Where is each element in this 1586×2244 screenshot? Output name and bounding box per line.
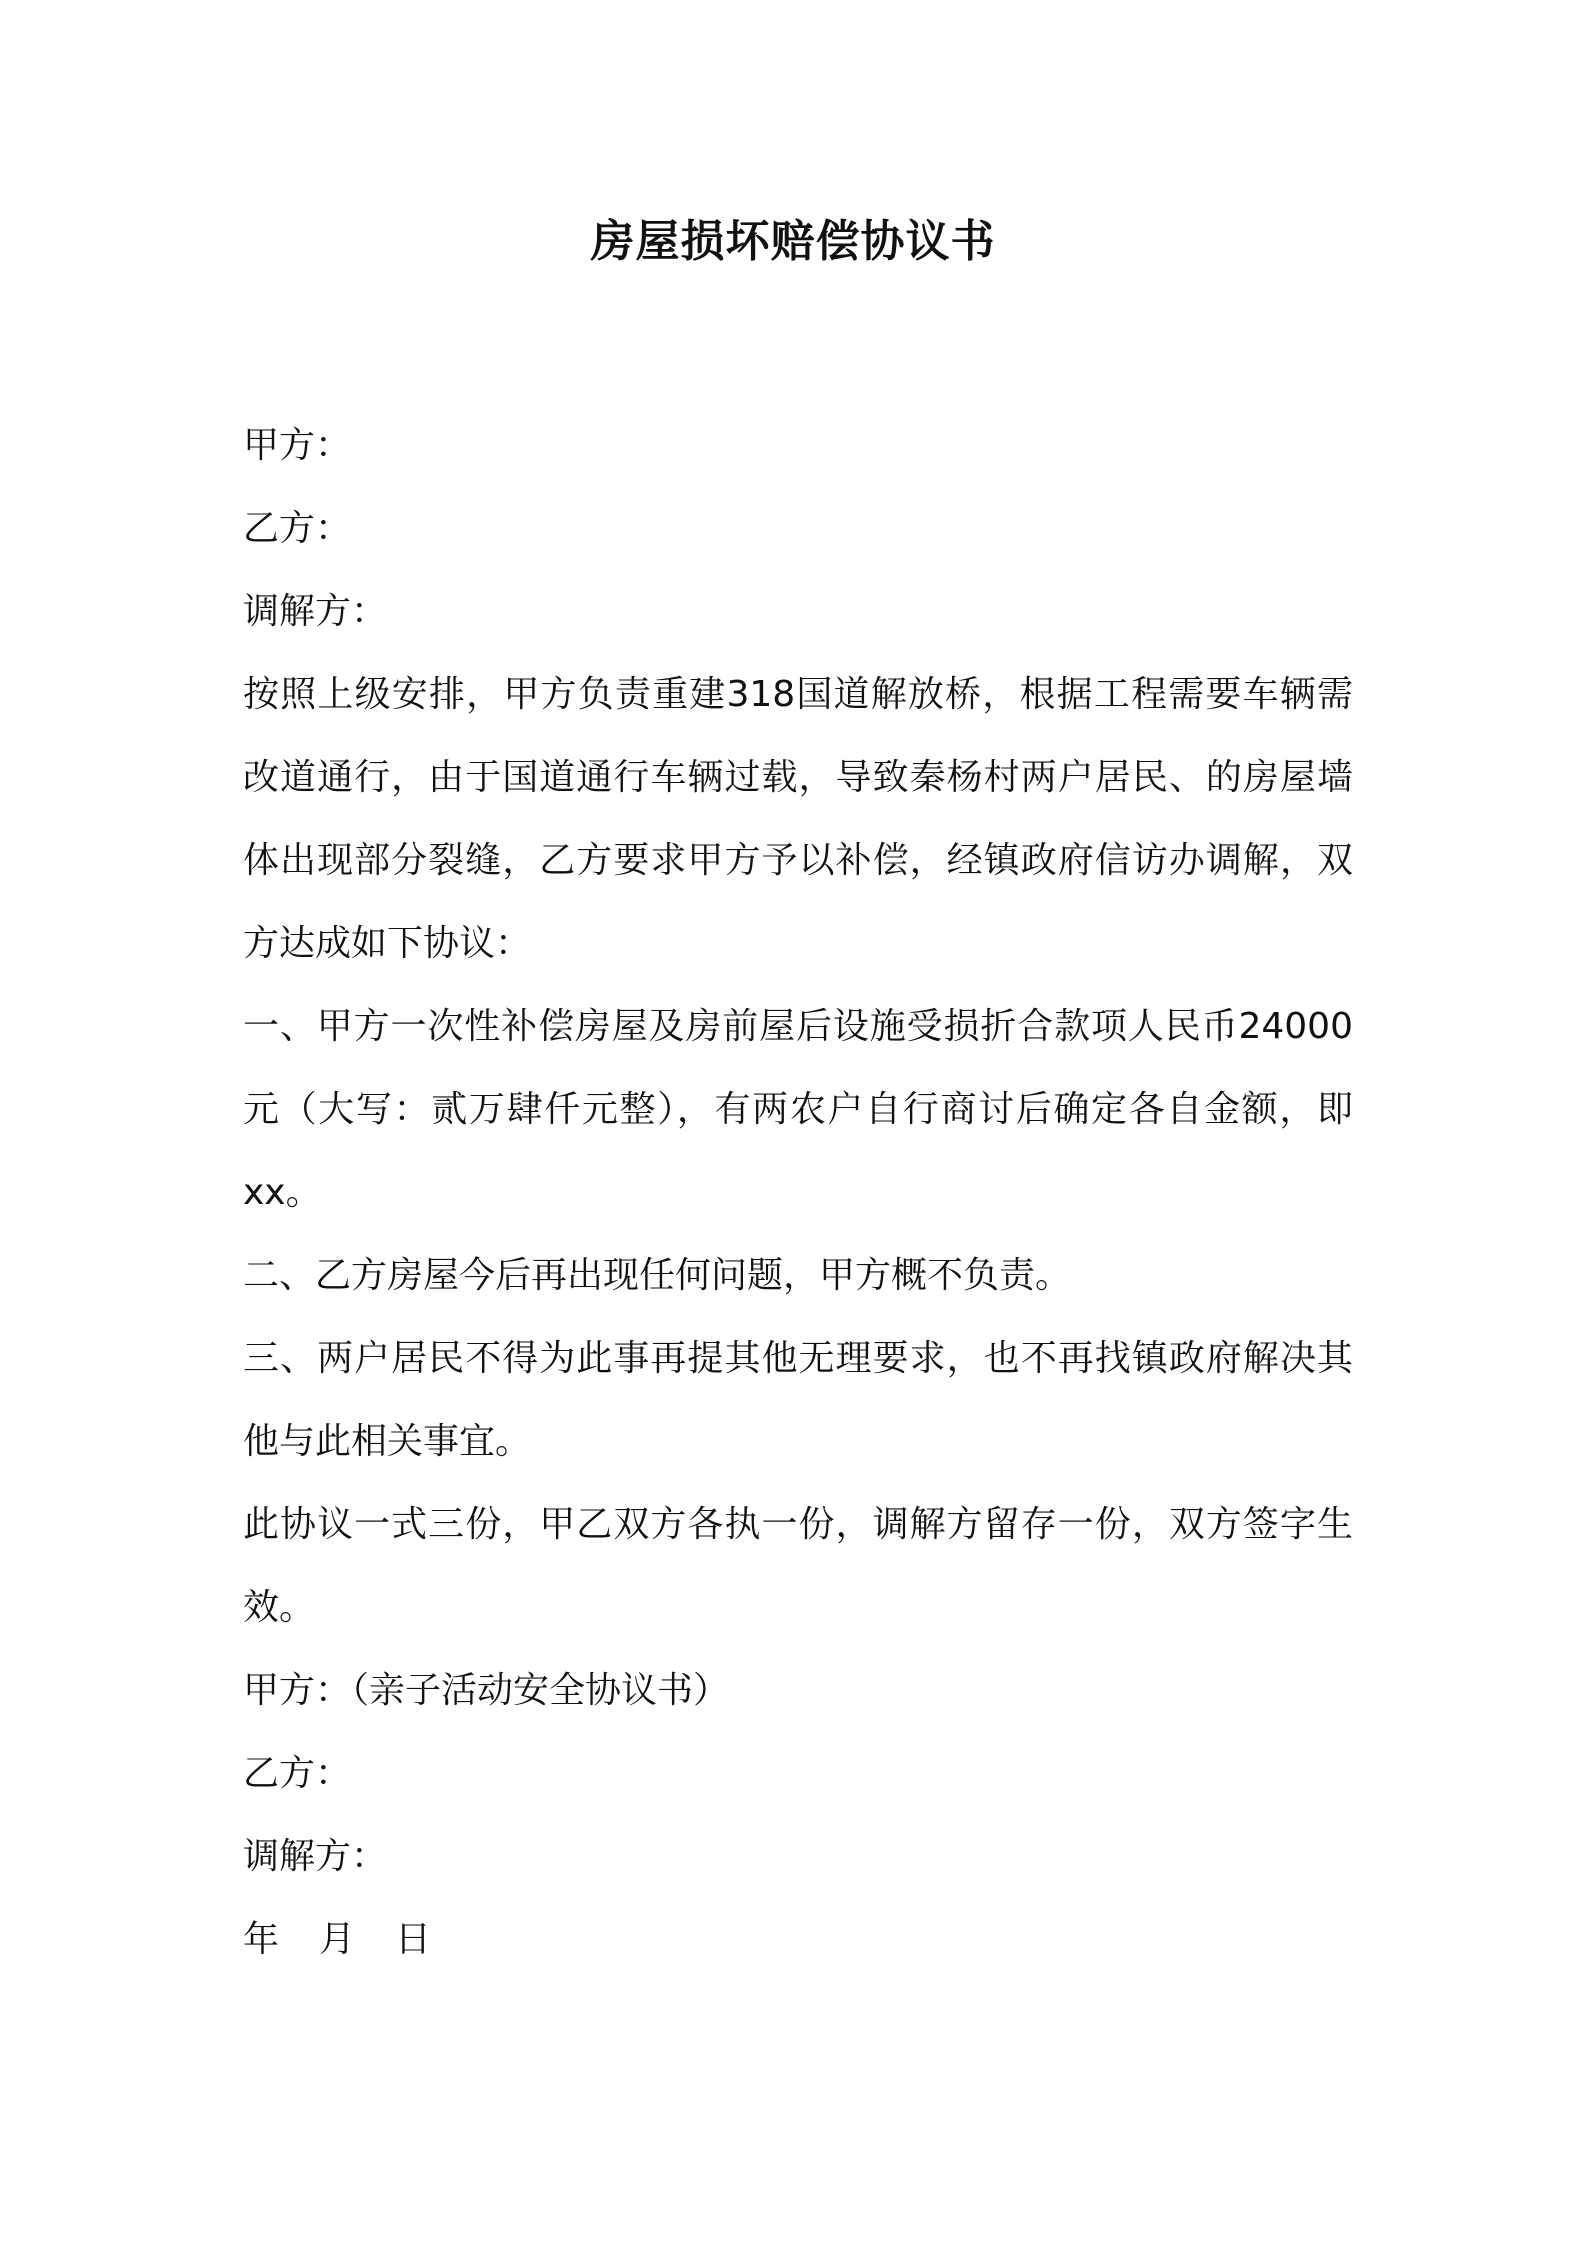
date-day: 日 [395, 1919, 432, 1960]
party-b-line: 乙方： [243, 508, 352, 549]
document-body [243, 404, 1353, 1981]
signature-party-b: 乙方： [243, 1753, 352, 1794]
document-title: 房屋损坏赔偿协议书 [590, 216, 996, 267]
mediator-line: 调解方： [243, 591, 388, 632]
date-year: 年 [243, 1919, 280, 1960]
clause-3: 三、两户居民不得为此事再提其他无理要求，也不再找镇政府解决其他与此相关事宜。 [243, 1338, 1353, 1462]
intro-paragraph: 按照上级安排，甲方负责重建318国道解放桥，根据工程需要车辆需改道通行，由于国道通行车辆过载，导致秦杨村两户居民、的房屋墙体出现部分裂缝，乙方要求甲方予以补偿，经镇政府信访办调解，双方达成如下协议： [243, 674, 1353, 964]
clause-1: 一、甲方一次性补偿房屋及房前屋后设施受损折合款项人民币24000元（大写：贰万肆仟元整），有两农户自行商讨后确定各自金额，即xx。 [243, 1006, 1353, 1213]
signature-mediator: 调解方： [243, 1836, 388, 1877]
closing-paragraph: 此协议一式三份，甲乙双方各执一份，调解方留存一份，双方签字生效。 [243, 1504, 1353, 1628]
date-month: 月 [319, 1919, 356, 1960]
clause-2: 二、乙方房屋今后再出现任何问题，甲方概不负责。 [243, 1255, 1072, 1296]
date-line [243, 1898, 1353, 1981]
signature-party-a: 甲方：（亲子活动安全协议书） [243, 1670, 730, 1711]
party-a-line: 甲方： [243, 425, 352, 466]
